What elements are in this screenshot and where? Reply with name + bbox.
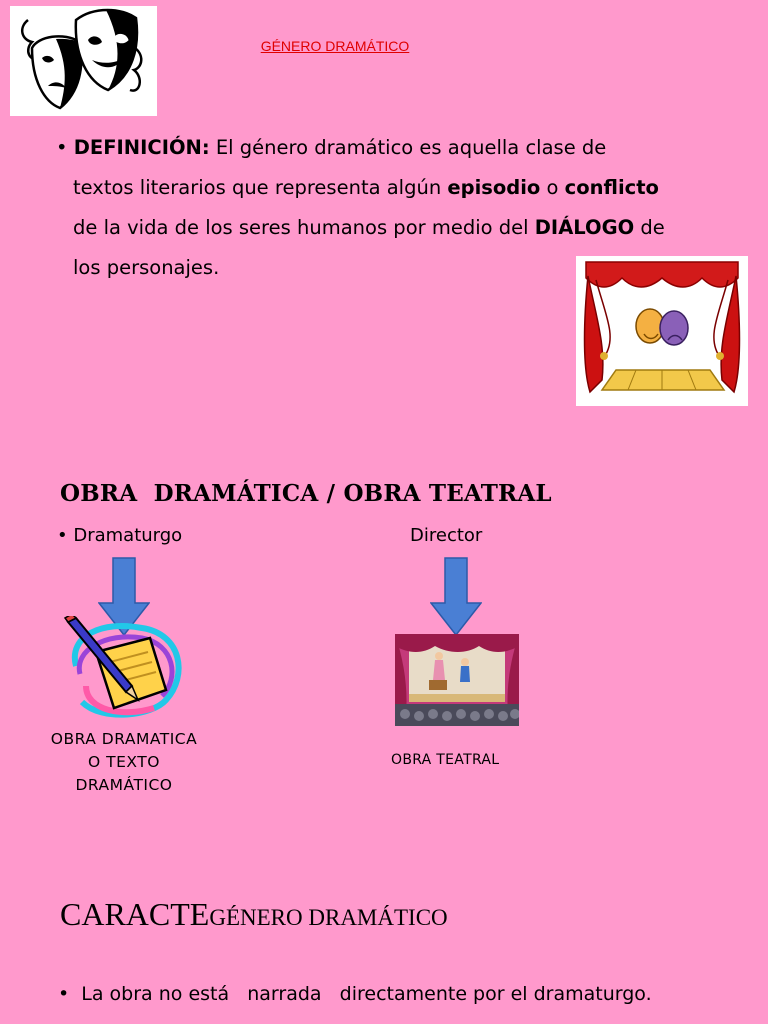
caption-line: DRAMÁTICO — [75, 776, 173, 794]
definition-text: los personajes. — [73, 256, 220, 279]
bullet: • — [56, 136, 68, 159]
down-arrow-icon — [430, 557, 482, 641]
label-dramaturgo: • Dramaturgo — [57, 525, 183, 546]
comedy-tragedy-masks-icon — [10, 6, 157, 116]
label-director: Director — [410, 525, 483, 546]
heading-part-large: CARACTE — [60, 896, 210, 932]
theater-masks-image — [10, 6, 157, 116]
theater-stage-image — [576, 256, 748, 406]
definition-text: de — [634, 216, 665, 239]
stage-curtain-icon — [576, 256, 748, 406]
keyword-dialogo: DIÁLOGO — [534, 216, 635, 239]
definition-text: El género dramático es aquella clase de — [209, 136, 607, 159]
keyword-conflicto: conflicto — [564, 176, 659, 199]
definition-text: textos literarios que representa algún — [73, 176, 448, 199]
heading-part-small: GÉNERO DRAMÁTICO — [209, 905, 448, 930]
caption-obra-teatral: OBRA TEATRAL — [391, 752, 500, 768]
keyword-episodio: episodio — [447, 176, 541, 199]
definition-label: DEFINICIÓN: — [73, 136, 210, 159]
section-heading-obra: OBRA DRAMÁTICA / OBRA TEATRAL — [60, 480, 552, 507]
definition-text: de la vida de los seres humanos por medio del — [73, 216, 535, 239]
definition-text: o — [540, 176, 565, 199]
caption-line: OBRA DRAMATICA — [50, 730, 198, 748]
section-heading-caracteristicas — [60, 896, 448, 933]
theater-stage-scene-icon — [395, 634, 519, 730]
caption-line: O TEXTO — [88, 753, 160, 771]
list-item: • La obra no está narrada directamente por el dramaturgo. — [58, 983, 652, 1005]
page-title: GÉNERO DRAMÁTICO — [260, 38, 410, 54]
caption-obra-dramatica — [24, 728, 224, 797]
writing-script-icon — [62, 616, 192, 728]
